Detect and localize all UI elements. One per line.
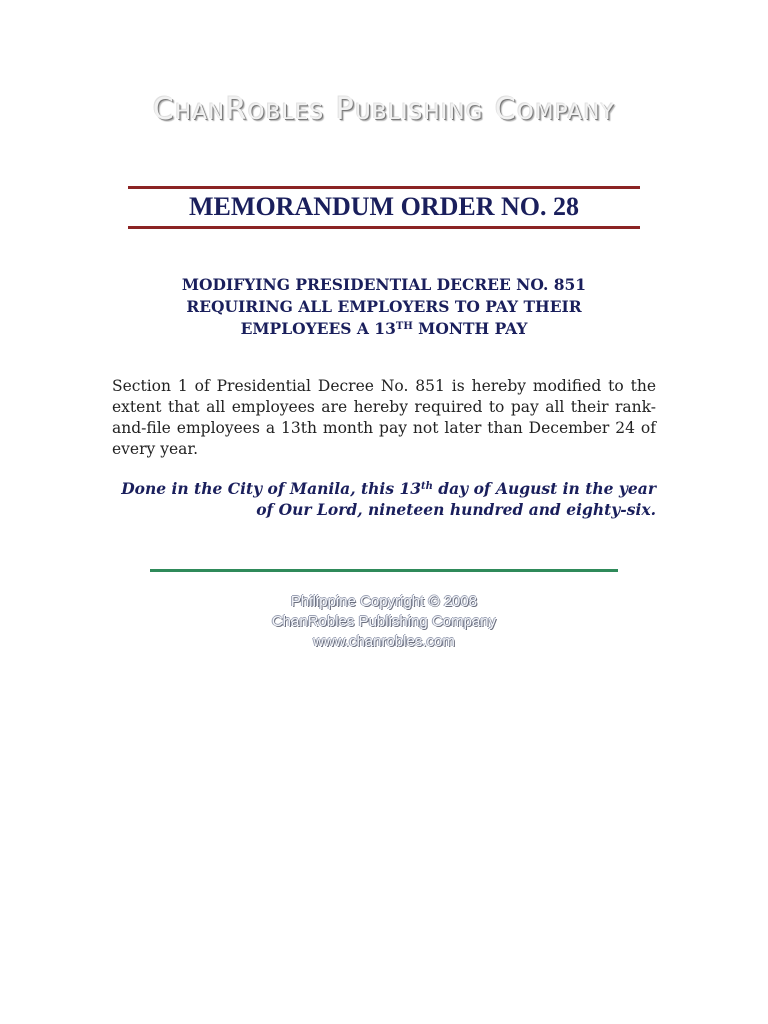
- title-bottom-rule: [128, 226, 640, 229]
- signoff-suffix: day of August in the year of Our Lord, nineteen hundred and eighty-six.: [256, 479, 656, 519]
- document-subtitle: [0, 274, 768, 340]
- footer-divider: [150, 569, 618, 572]
- subtitle-line-3-prefix: EMPLOYEES A 13: [240, 319, 396, 338]
- footer: [0, 592, 768, 652]
- footer-website-link[interactable]: www.chanrobles.com: [313, 633, 455, 650]
- subtitle-ordinal-suffix: TH: [395, 321, 413, 332]
- subtitle-line-2: REQUIRING ALL EMPLOYERS TO PAY THEIR: [186, 297, 582, 316]
- signoff-ordinal-suffix: th: [421, 481, 433, 492]
- publisher-logo: ChanRobles Publishing Company: [152, 92, 616, 127]
- title-top-rule: [128, 186, 640, 189]
- subtitle-line-1: MODIFYING PRESIDENTIAL DECREE NO. 851: [181, 275, 587, 294]
- subtitle-line-3-suffix: MONTH PAY: [412, 319, 528, 338]
- signoff-text: [112, 478, 656, 520]
- signoff-prefix: Done in the City of Manila, this 13: [121, 479, 422, 498]
- footer-copyright: Philippine Copyright © 2008: [290, 593, 478, 610]
- section-body: Section 1 of Presidential Decree No. 851 is hereby modified to the extent that all employees are hereby required to pay all their rank-and-file employees a 13th month pay not later than December 24 of every year.: [112, 377, 656, 458]
- page-title: MEMORANDUM ORDER NO. 28: [189, 192, 579, 221]
- subtitle-line-3: [0, 318, 768, 340]
- footer-company: ChanRobles Publishing Company: [271, 613, 497, 630]
